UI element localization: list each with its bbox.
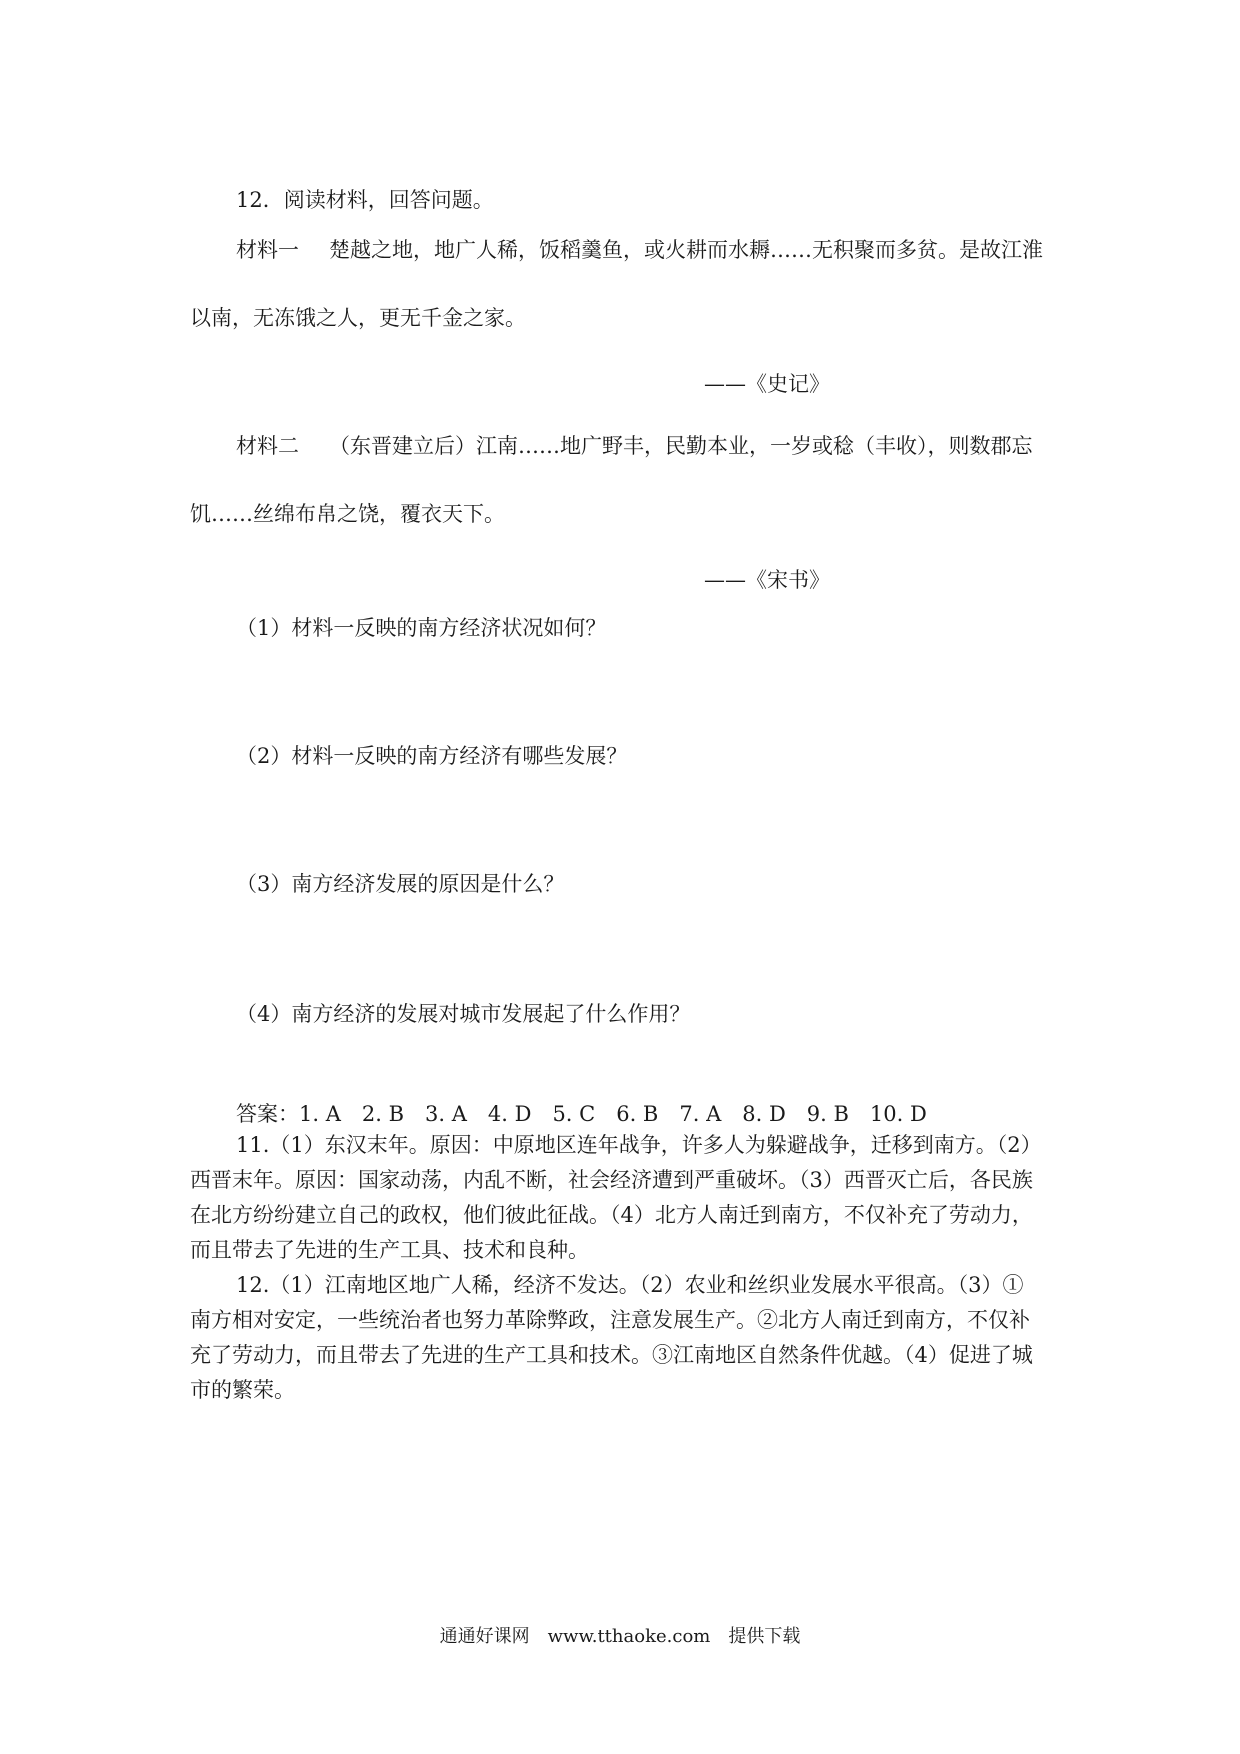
- subquestion-2: （2）材料一反映的南方经济有哪些发展？: [236, 744, 628, 768]
- answer-12-line: 充了劳动力，而且带去了先进的生产工具和技术。③江南地区自然条件优越。（4）促进了城: [190, 1343, 1033, 1367]
- answer-12-line: 12.（1）江南地区地广人稀，经济不发达。（2）农业和丝织业发展水平很高。（3）①: [236, 1273, 1024, 1297]
- material-1-label: 材料一: [236, 238, 299, 262]
- material-1-line-1: [236, 236, 1043, 264]
- material-1-source: ——《史记》: [704, 372, 830, 396]
- question-title: 12．阅读材料，回答问题。: [236, 188, 494, 212]
- answer-11-line: 11.（1）东汉末年。原因：中原地区连年战争，许多人为躲避战争，迁移到南方。（2）: [236, 1133, 1042, 1157]
- answer-12: [190, 1268, 1033, 1408]
- subquestion-4: （4）南方经济的发展对城市发展起了什么作用？: [236, 1002, 691, 1026]
- material-1-text-1: 楚越之地，地广人稀，饭稻羹鱼，或火耕而水耨……无积聚而多贫。是故江淮: [329, 238, 1043, 262]
- material-2-line-1: [236, 432, 1033, 460]
- material-2-text-1: （东晋建立后）江南……地广野丰，民勤本业，一岁或稔（丰收），则数郡忘: [329, 434, 1033, 458]
- answer-12-line: 南方相对安定，一些统治者也努力革除弊政，注意发展生产。②北方人南迁到南方，不仅补: [190, 1308, 1030, 1332]
- answer-12-line: 市的繁荣。: [190, 1378, 295, 1402]
- material-2-line-2: 饥……丝绵布帛之饶，覆衣天下。: [190, 502, 505, 526]
- answer-11-line: 而且带去了先进的生产工具、技术和良种。: [190, 1238, 589, 1262]
- subquestion-3: （3）南方经济发展的原因是什么？: [236, 872, 565, 896]
- subquestion-1: （1）材料一反映的南方经济状况如何？: [236, 616, 607, 640]
- answer-11: [190, 1128, 1042, 1268]
- material-2-label: 材料二: [236, 434, 299, 458]
- material-1-line-2: 以南，无冻饿之人，更无千金之家。: [190, 306, 526, 330]
- answers-title: 答案：1. A 2. B 3. A 4. D 5. C 6. B 7. A 8. D 9. B 10. D: [236, 1102, 927, 1126]
- page-footer: 通通好课网 www.tthaoke.com 提供下载: [439, 1626, 801, 1647]
- answer-11-line: 西晋末年。原因：国家动荡，内乱不断，社会经济遭到严重破坏。（3）西晋灭亡后，各民族: [190, 1168, 1033, 1192]
- material-2-source: ——《宋书》: [704, 568, 830, 592]
- answer-11-line: 在北方纷纷建立自己的政权，他们彼此征战。（4）北方人南迁到南方，不仅补充了劳动力，: [190, 1203, 1033, 1227]
